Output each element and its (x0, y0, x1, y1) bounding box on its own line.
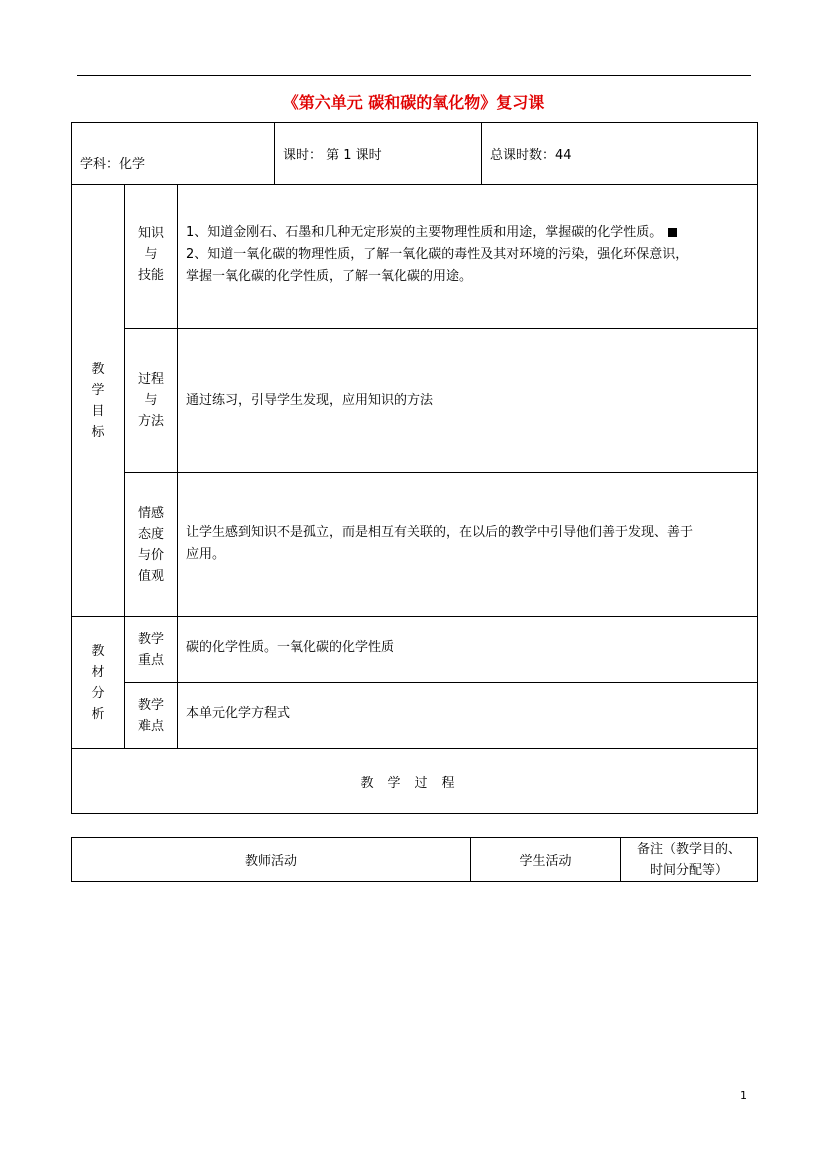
emotion-values-text: 让学生感到知识不是孤立，而是相互有关联的，在以后的教学中引导他们善于发现、善于 应用。 (178, 473, 758, 617)
square-bullet-icon (668, 228, 677, 237)
process-method-text: 通过练习，引导学生发现，应用知识的方法 (178, 329, 758, 473)
teaching-process-heading: 教学过程 (72, 749, 758, 814)
lesson-cell: 课时： 第 1 课时 (275, 123, 482, 185)
activity-table (71, 837, 758, 882)
lesson-plan-table (71, 122, 758, 814)
difficult-points-label: 教学 难点 (125, 683, 178, 749)
top-rule (77, 75, 751, 76)
key-points-text: 碳的化学性质。一氧化碳的化学性质 (178, 617, 758, 683)
notes-header: 备注（教学目的、 时间分配等） (621, 838, 758, 882)
knowledge-skills-text: 1、知道金刚石、石墨和几种无定形炭的主要物理性质和用途，掌握碳的化学性质。 2、知道一氧化碳的物理性质，了解一氧化碳的毒性及其对环境的污染，强化环保意识， 掌握一氧化碳的化学性质，了解一氧化碳的用途。 (178, 185, 758, 329)
teacher-activity-header: 教师活动 (72, 838, 471, 882)
total-lessons-cell: 总课时数：44 (482, 123, 758, 185)
process-method-label: 过程 与 方法 (125, 329, 178, 473)
teaching-objectives-label: 教 学 目 标 (72, 185, 125, 617)
material-analysis-label: 教 材 分 析 (72, 617, 125, 749)
key-points-label: 教学 重点 (125, 617, 178, 683)
subject-cell: 学科：化学 (72, 123, 275, 185)
student-activity-header: 学生活动 (471, 838, 621, 882)
knowledge-skills-label: 知识 与 技能 (125, 185, 178, 329)
page-number: 1 (740, 1089, 747, 1102)
difficult-points-text: 本单元化学方程式 (178, 683, 758, 749)
page-title: 《第六单元 碳和碳的氧化物》复习课 (282, 93, 545, 112)
emotion-values-label: 情感 态度 与价 值观 (125, 473, 178, 617)
